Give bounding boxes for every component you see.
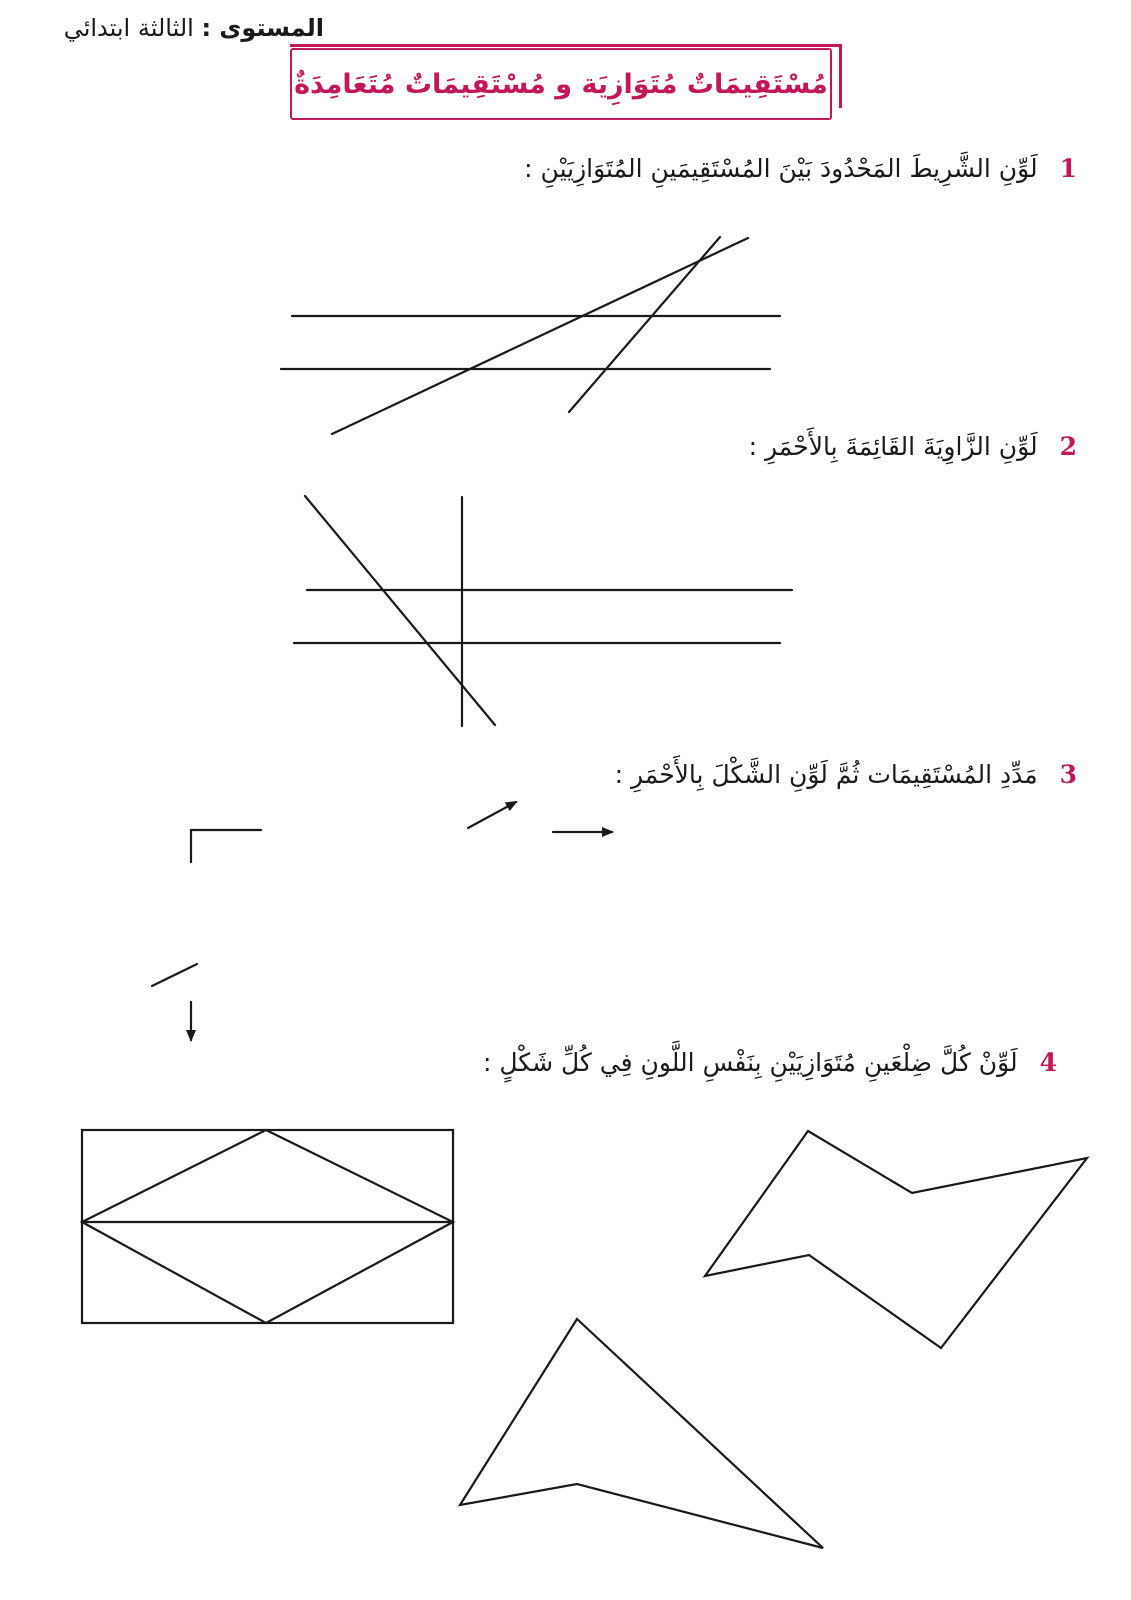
fig1-oblique-line-long bbox=[332, 238, 748, 434]
level-label: المستوى : bbox=[201, 14, 324, 42]
exercise-3-number: 3 bbox=[1059, 760, 1077, 789]
exercise-3-text: مَدِّدِ المُسْتَقِيمَات ثُمَّ لَوِّنِ الشَّكْلَ بِالأَحْمَرِ : bbox=[614, 760, 1038, 789]
page-title: مُسْتَقِيمَاتٌ مُتَوَازِيَة و مُسْتَقِيمَاتٌ مُتَعَامِدَةٌ bbox=[294, 68, 828, 100]
fig3-arrow-diagonal bbox=[468, 802, 516, 828]
exercise-2-text: لَوِّنِ الزَّاوِيَةَ القَائِمَةَ بِالأَحْمَرِ : bbox=[748, 432, 1038, 461]
exercise-2-number: 2 bbox=[1059, 432, 1077, 461]
fig4-rectangle bbox=[82, 1130, 453, 1323]
fig4-arrowhead-shape bbox=[460, 1319, 823, 1548]
exercise-1-number: 1 bbox=[1059, 154, 1077, 183]
figure-1-lines bbox=[281, 237, 780, 434]
exercise-1-text: لَوِّنِ الشَّرِيطَ المَحْدُودَ بَيْنَ المُسْتَقِيمَينِ المُتَوَازِيَيْنِ : bbox=[524, 154, 1038, 183]
fig3-short-diagonal bbox=[152, 964, 197, 986]
exercise-4-text: لَوِّنْ كُلَّ ضِلْعَينِ مُتَوَازِيَيْنِ بِنَفْسِ اللَّونِ فِي كُلِّ شَكْلٍ : bbox=[482, 1048, 1018, 1077]
level-value: الثالثة ابتدائي bbox=[63, 14, 194, 42]
figure-3-segments bbox=[152, 802, 612, 1040]
figure-4-shapes bbox=[82, 1130, 1087, 1548]
fig2-oblique-line bbox=[305, 496, 495, 725]
figure-2-lines bbox=[294, 496, 792, 726]
exercise-4-number: 4 bbox=[1039, 1048, 1057, 1077]
fig1-oblique-line-steep bbox=[569, 237, 720, 412]
fig4-z-shape bbox=[705, 1131, 1087, 1348]
fig4-rhombus bbox=[82, 1130, 453, 1323]
fig3-corner-segment bbox=[191, 830, 261, 862]
